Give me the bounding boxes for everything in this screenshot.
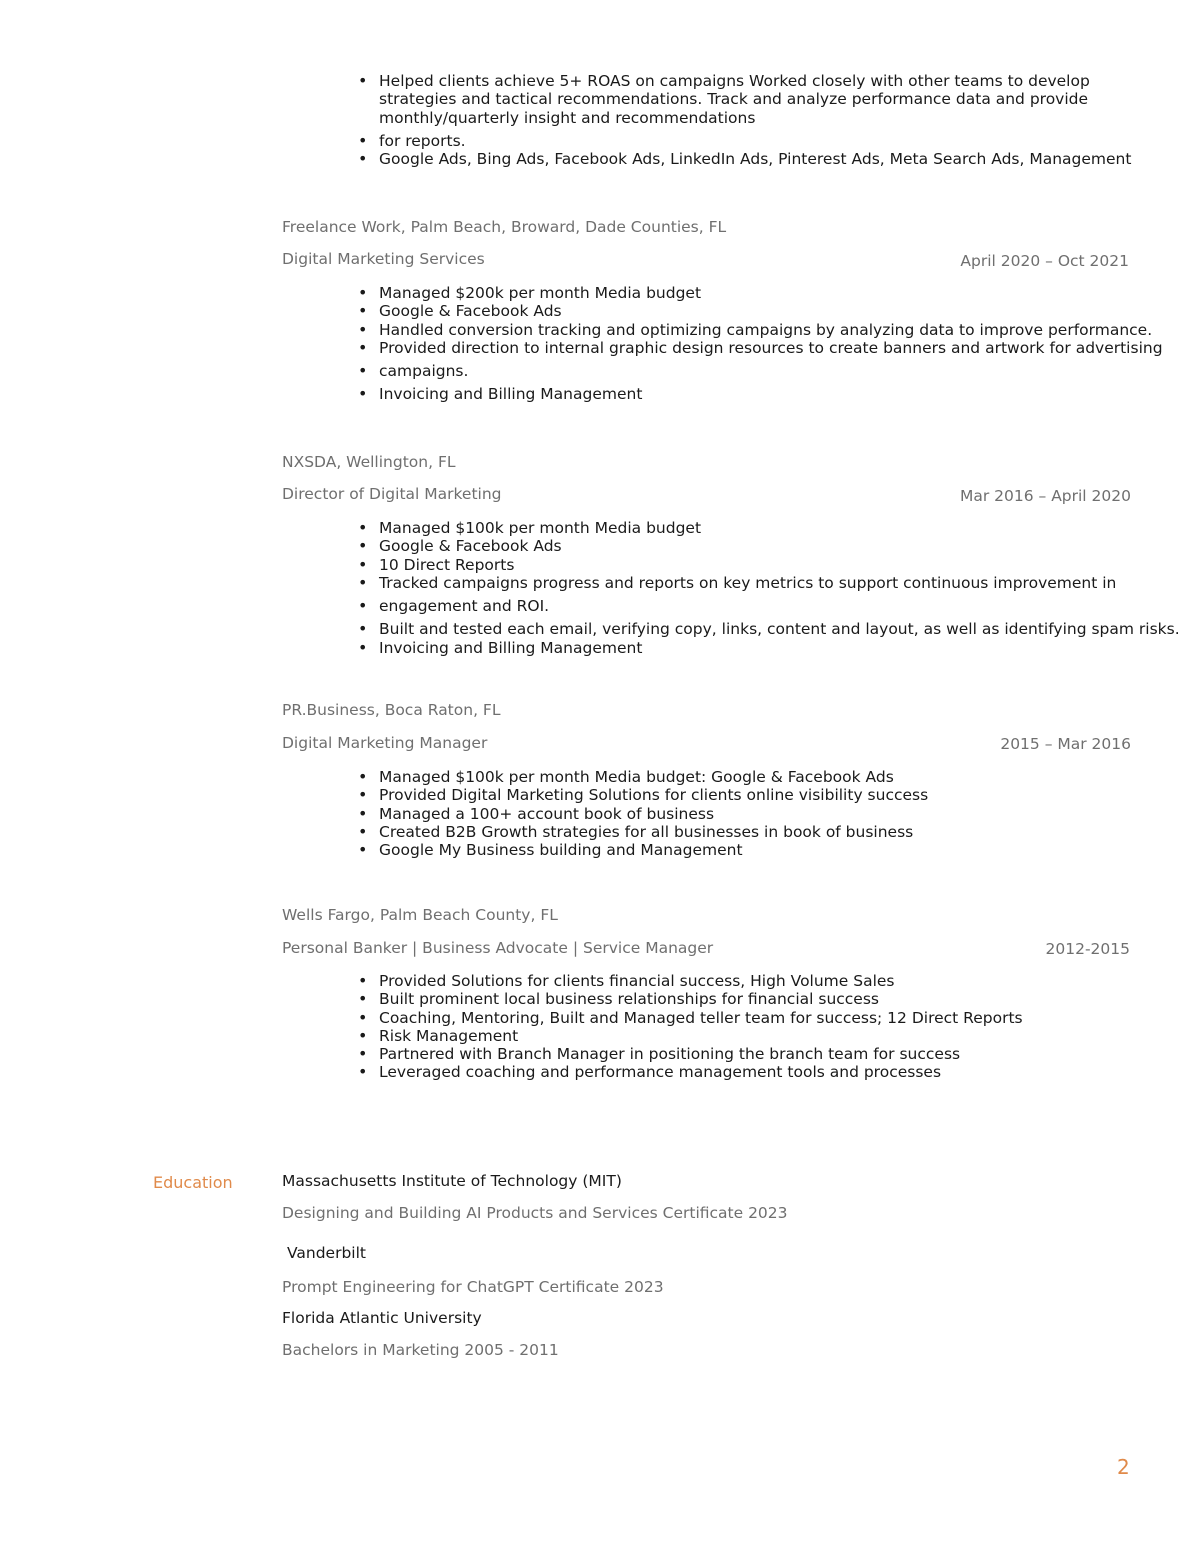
job-company: PR.Business, Boca Raton, FL bbox=[282, 701, 501, 719]
list-item: • for reports. bbox=[358, 132, 1131, 150]
job-bullet-list bbox=[358, 768, 928, 859]
education-school: Vanderbilt bbox=[287, 1244, 366, 1262]
list-item: • Handled conversion tracking and optimizing campaigns by analyzing data to improve performance. bbox=[358, 321, 1163, 339]
list-item: • Coaching, Mentoring, Built and Managed teller team for success; 12 Direct Reports bbox=[358, 1009, 1023, 1027]
job-bullet-list bbox=[358, 972, 1023, 1082]
page-number: 2 bbox=[1117, 1455, 1130, 1479]
list-item: • Managed $200k per month Media budget bbox=[358, 284, 1163, 302]
job-title: Digital Marketing Services bbox=[282, 250, 485, 268]
education-detail: Prompt Engineering for ChatGPT Certificate 2023 bbox=[282, 1278, 664, 1296]
list-item: • Google & Facebook Ads bbox=[358, 537, 1180, 555]
list-item: • engagement and ROI. bbox=[358, 597, 1180, 615]
job-title: Digital Marketing Manager bbox=[282, 734, 488, 752]
list-item: • Leveraged coaching and performance management tools and processes bbox=[358, 1063, 1023, 1081]
list-item: • Built prominent local business relationships for financial success bbox=[358, 990, 1023, 1008]
list-item: • Partnered with Branch Manager in positioning the branch team for success bbox=[358, 1045, 1023, 1063]
list-item: • Google My Business building and Management bbox=[358, 841, 928, 859]
job-dates: 2012-2015 bbox=[1045, 940, 1130, 958]
job-company: Freelance Work, Palm Beach, Broward, Dade Counties, FL bbox=[282, 218, 727, 236]
education-school: Massachusetts Institute of Technology (MIT) bbox=[282, 1172, 622, 1190]
list-item: • Tracked campaigns progress and reports on key metrics to support continuous improvement in bbox=[358, 574, 1180, 592]
list-item: • Invoicing and Billing Management bbox=[358, 639, 1180, 657]
list-item: • Google Ads, Bing Ads, Facebook Ads, LinkedIn Ads, Pinterest Ads, Meta Search Ads, Management bbox=[358, 150, 1131, 168]
job-title: Director of Digital Marketing bbox=[282, 485, 502, 503]
job-dates: Mar 2016 – April 2020 bbox=[959, 487, 1131, 505]
list-item: • Risk Management bbox=[358, 1027, 1023, 1045]
list-item: • Managed $100k per month Media budget bbox=[358, 519, 1180, 537]
job-company: NXSDA, Wellington, FL bbox=[282, 453, 456, 471]
education-detail: Designing and Building AI Products and Services Certificate 2023 bbox=[282, 1204, 788, 1222]
list-item: • Managed a 100+ account book of business bbox=[358, 805, 928, 823]
list-item: • 10 Direct Reports bbox=[358, 556, 1180, 574]
list-item: • Provided direction to internal graphic design resources to create banners and artwork for advertising bbox=[358, 339, 1163, 357]
job-bullet-list bbox=[358, 519, 1180, 657]
education-detail: Bachelors in Marketing 2005 - 2011 bbox=[282, 1341, 559, 1359]
education-school: Florida Atlantic University bbox=[282, 1309, 482, 1327]
list-item: • Invoicing and Billing Management bbox=[358, 385, 1163, 403]
job-title: Personal Banker | Business Advocate | Service Manager bbox=[282, 939, 714, 957]
list-item: • Managed $100k per month Media budget: Google & Facebook Ads bbox=[358, 768, 928, 786]
list-item: • Provided Solutions for clients financial success, High Volume Sales bbox=[358, 972, 1023, 990]
job-dates: April 2020 – Oct 2021 bbox=[960, 252, 1129, 270]
job-company: Wells Fargo, Palm Beach County, FL bbox=[282, 906, 558, 924]
list-item: • Built and tested each email, verifying copy, links, content and layout, as well as identifying spam risks. bbox=[358, 620, 1180, 638]
education-heading: Education bbox=[153, 1173, 233, 1192]
list-item: • Provided Digital Marketing Solutions for clients online visibility success bbox=[358, 786, 928, 804]
list-item: • Helped clients achieve 5+ ROAS on campaigns Worked closely with other teams to develop strategies and tactical recommendations. Track and analyze performance data and provide monthly/quarterly insight and recommendations bbox=[358, 72, 1119, 127]
list-item: • campaigns. bbox=[358, 362, 1163, 380]
job-dates: 2015 – Mar 2016 bbox=[1000, 735, 1131, 753]
job-bullet-list bbox=[358, 284, 1163, 404]
list-item: • Created B2B Growth strategies for all businesses in book of business bbox=[358, 823, 928, 841]
list-item: • Google & Facebook Ads bbox=[358, 302, 1163, 320]
top-bullet-list bbox=[358, 72, 1131, 168]
